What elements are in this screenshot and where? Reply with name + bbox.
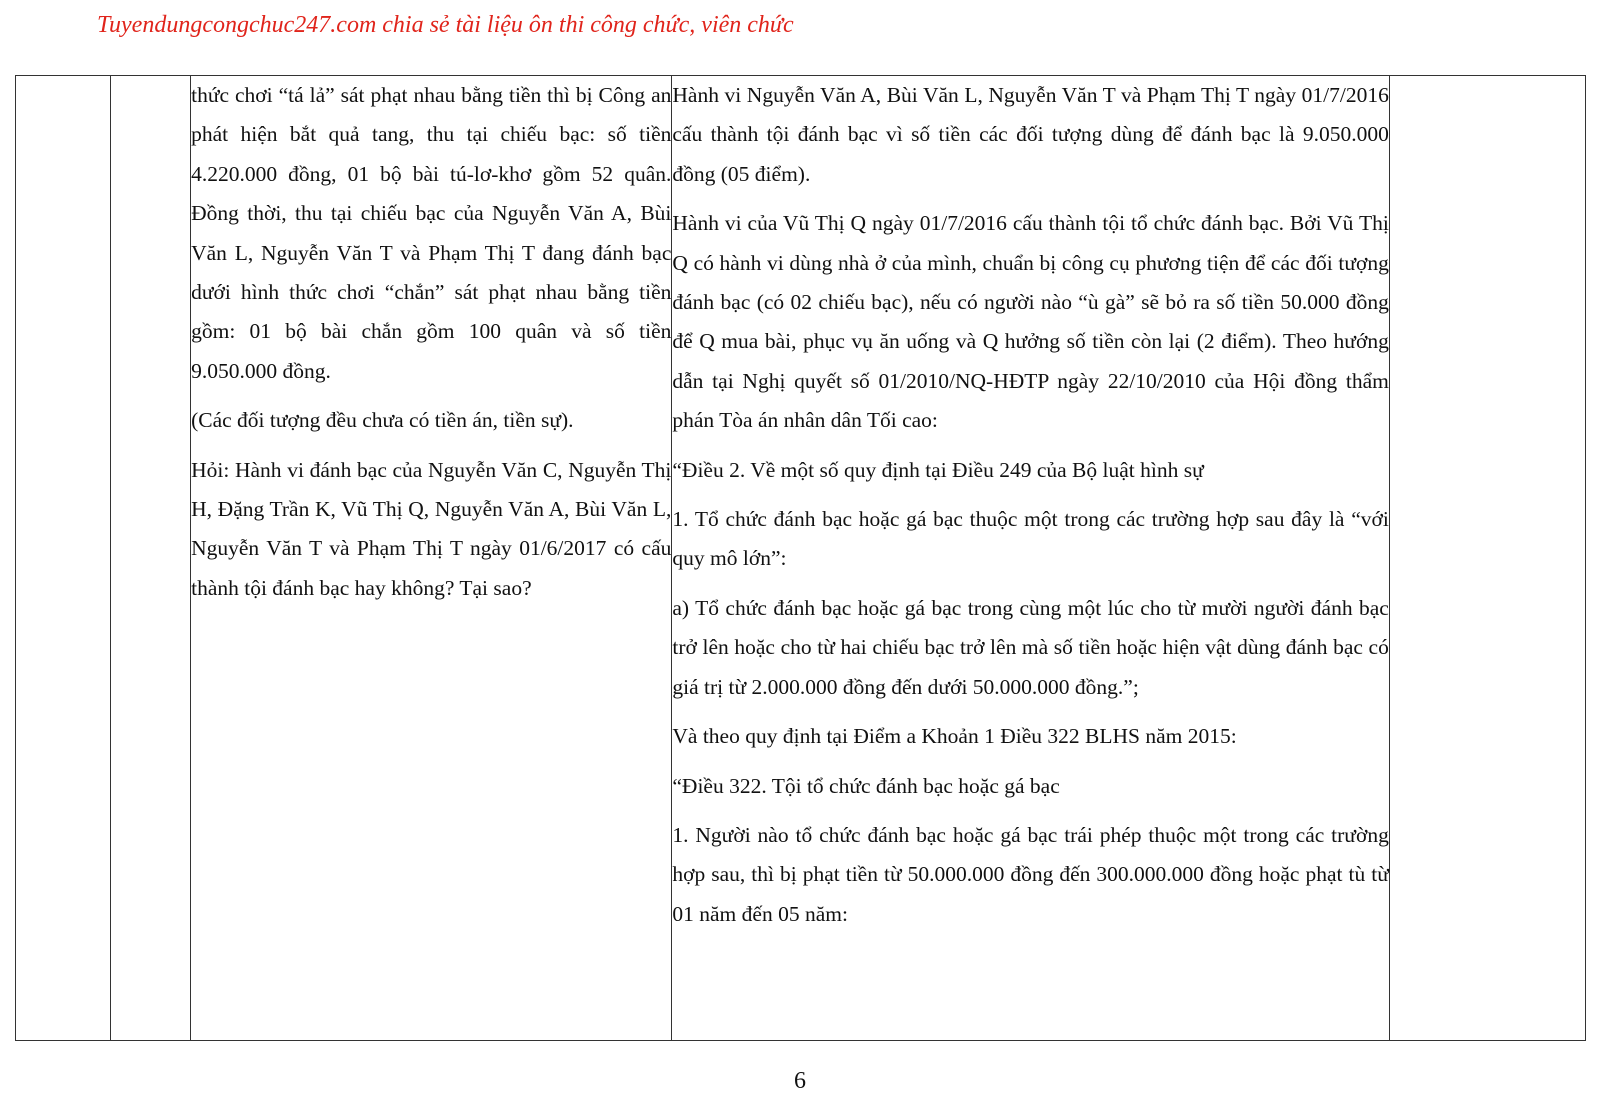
answer-paragraph: “Điều 322. Tội tổ chức đánh bạc hoặc gá bạc xyxy=(672,773,1060,798)
answer-paragraph: a) Tổ chức đánh bạc hoặc gá bạc trong cùng một lúc cho từ mười người đánh bạc trở lên hoặc cho từ hai chiếu bạc trở lên mà số tiền hoặc hiện vật dùng đánh bạc có giá trị từ 2.000.000 đồng đến dưới 50.000.000 đồng.”; xyxy=(672,595,1389,699)
answer-table xyxy=(15,75,1586,1041)
question-cell xyxy=(191,76,672,1041)
question-paragraph: (Các đối tượng đều chưa có tiền án, tiền sự). xyxy=(191,408,574,433)
answer-paragraph: Hành vi của Vũ Thị Q ngày 01/7/2016 cấu thành tội tổ chức đánh bạc. Bởi Vũ Thị Q có hành vi dùng nhà ở của mình, chuẩn bị công cụ phương tiện để các đối tượng đánh bạc (có 02 chiếu bạc), nếu có người nào “ù gà” sẽ bỏ ra số tiền 50.000 đồng để Q mua bài, phục vụ ăn uống và Q hưởng số tiền còn lại (2 điểm). Theo hướng dẫn tại Nghị quyết số 01/2010/NQ-HĐTP ngày 22/10/2010 của Hội đồng thẩm phán Tòa án nhân dân Tối cao: xyxy=(672,211,1389,433)
question-paragraph: Hỏi: Hành vi đánh bạc của Nguyễn Văn C, Nguyễn Thị H, Đặng Trần K, Vũ Thị Q, Nguyễn Văn A, Bùi Văn L, Nguyễn Văn T và Phạm Thị T ngày 01/6/2017 có cấu thành tội đánh bạc hay không? Tại sao? xyxy=(191,457,672,600)
score-cell xyxy=(1389,76,1585,1041)
answer-cell xyxy=(672,76,1389,1041)
answer-text xyxy=(672,76,1388,934)
watermark-header: Tuyendungcongchuc247.com chia sẻ tài liệu ôn thi công chức, viên chức xyxy=(97,12,794,38)
answer-paragraph: Và theo quy định tại Điểm a Khoản 1 Điều 322 BLHS năm 2015: xyxy=(672,724,1237,749)
stt-cell xyxy=(16,76,111,1041)
empty-cell xyxy=(111,76,191,1041)
question-text xyxy=(191,76,671,608)
answer-paragraph: 1. Người nào tổ chức đánh bạc hoặc gá bạc trái phép thuộc một trong các trường hợp sau, thì bị phạt tiền từ 50.000.000 đồng đến 300.000.000 đồng hoặc phạt tù từ 01 năm đến 05 năm: xyxy=(672,822,1389,926)
page-number: 6 xyxy=(794,1068,806,1094)
answer-paragraph: Hành vi Nguyễn Văn A, Bùi Văn L, Nguyễn Văn T và Phạm Thị T ngày 01/7/2016 cấu thành tội đánh bạc vì số tiền các đối tượng dùng để đánh bạc là 9.050.000 đồng (05 điểm). xyxy=(672,83,1389,186)
answer-paragraph: 1. Tổ chức đánh bạc hoặc gá bạc thuộc một trong các trường hợp sau đây là “với quy mô lớn”: xyxy=(672,507,1389,571)
table-row xyxy=(16,76,1586,1041)
question-paragraph: thức chơi “tá lả” sát phạt nhau bằng tiền thì bị Công an phát hiện bắt quả tang, thu tại chiếu bạc: số tiền 4.220.000 đồng, 01 bộ bài tú-lơ-khơ gồm 52 quân. Đồng thời, thu tại chiếu bạc của Nguyễn Văn A, Bùi Văn L, Nguyễn Văn T và Phạm Thị T đang đánh bạc dưới hình thức chơi “chắn” sát phạt nhau bằng tiền gồm: 01 bộ bài chắn gồm 100 quân và số tiền 9.050.000 đồng. xyxy=(191,83,672,383)
answer-paragraph: “Điều 2. Về một số quy định tại Điều 249 của Bộ luật hình sự xyxy=(672,457,1204,482)
